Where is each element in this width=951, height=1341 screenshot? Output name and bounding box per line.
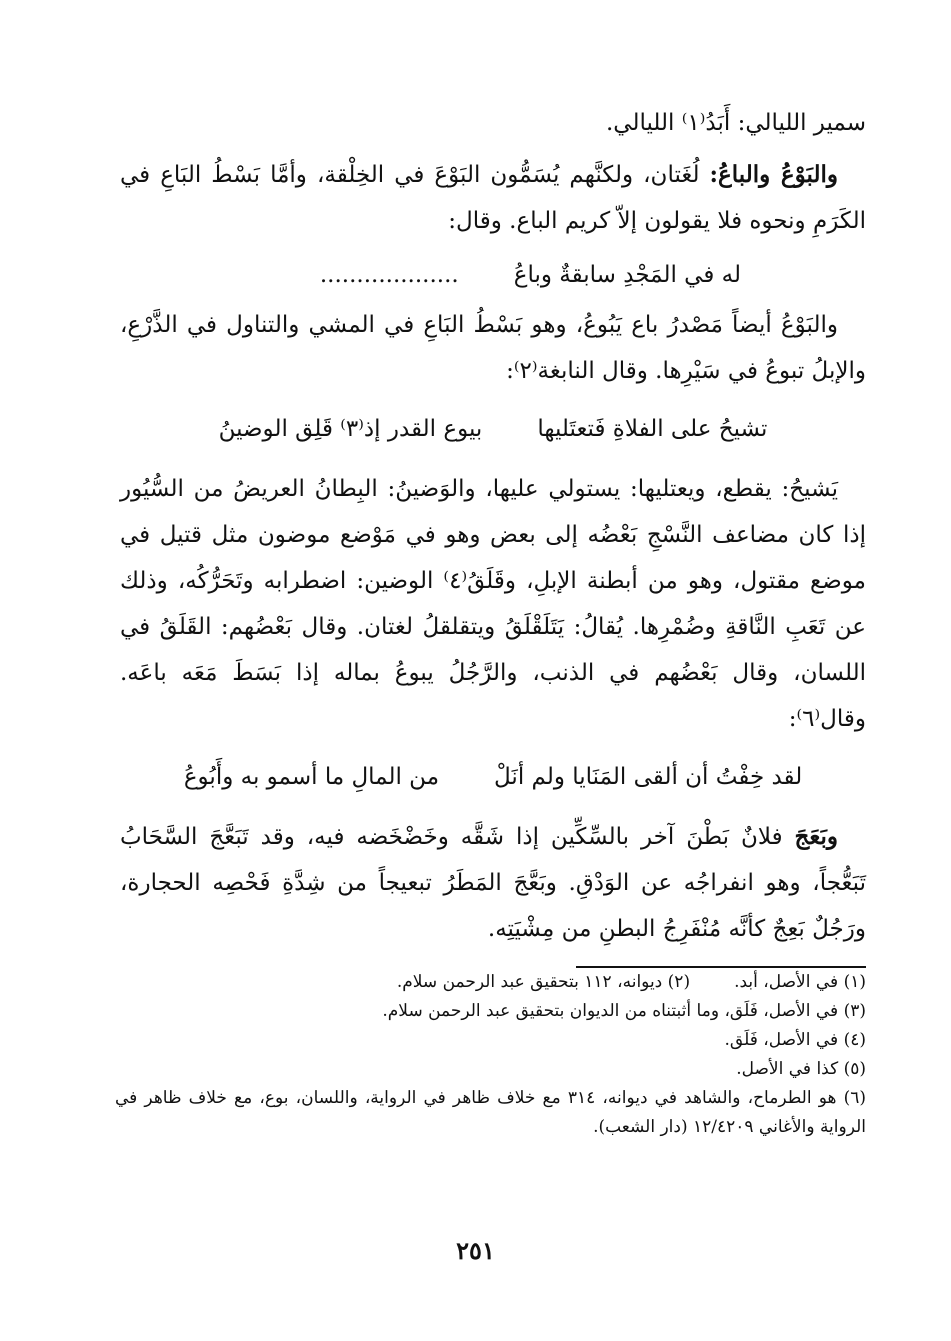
- verse-3: [120, 754, 866, 800]
- page-number: ٢٥١: [456, 1236, 495, 1265]
- footnote-row: [115, 968, 866, 997]
- verse-ellipsis: ...................: [319, 262, 459, 288]
- entry-headword: وبَعَجَ: [794, 823, 838, 850]
- paragraph-bawe: [120, 152, 866, 244]
- verse-hemistich-second: بيوع القدر إذ⁽٣⁾ قَلِق الوضينُ: [218, 416, 483, 442]
- verse-hemistich-first: لقد خِفْتُ أن ألقى المَنَايا ولم أنَلْ: [494, 764, 803, 790]
- verse-hemistich: له في المَجْدِ سابقةٌ وباعُ: [513, 262, 741, 288]
- verse-hemistich-first: تشيحُ على الفلاةِ فَتعتَليها: [537, 416, 768, 442]
- footnote-4: (٤) في الأصل، فَلَق.: [724, 1030, 866, 1050]
- footnotes: [115, 968, 866, 1142]
- paragraph-yashihu: يَشيحُ: يقطع، ويعتليها: يستولي عليها، والوَضينُ: البِطانُ العريضُ من السُّيُور إذا كان مضاعف النَّسْجِ بَعْضُه إلى بعض وهو في مَوْضع موضون مثل قتيل في موضع مقتول، وهو من أبطنة الإبلِ، وقَلَقُ⁽٤⁾ الوضين: اضطرابه وتَحَرُّكُه، وذلك عن تَعَبِ النَّاقةِ وضُمْرِها. يُقالُ: يَتَلَقْلَقُ ويتقلقلُ لغتان. وقال بَعْضُهم: القَلَقُ في اللسان، وقال بَعْضُهم في الذنب، والرَّجُلُ يبوعُ بماله إذا بَسَطَ مَعَه باعَه. وقال⁽٦⁾:: [120, 476, 866, 732]
- footnote-3: (٣) في الأصل، فَلَق، وما أثبتناه من الديوان بتحقيق عبد الرحمن سلام.: [382, 1001, 866, 1021]
- paragraph-baaja: [120, 814, 866, 952]
- verse-1: [120, 252, 866, 298]
- verse-2: [120, 406, 866, 452]
- verse-hemistich-second: من المالِ ما أسمو به وأَبُوعُ: [183, 764, 440, 790]
- paragraph-text: فلانٌ بَطْنَ آخر بالسِّكِّين إذا شَقَّه وخَضْخَضه فيه، وقد تَبَعَّجَ السَّحَابُ تَبَعُّجاً، وهو انفراجُه عن الوَدْقِ. وبَعَّجَ المَطَرُ تبعيجاً من شِدَّةِ فَحْصِه الحجارة، ورَجُلٌ بَعِجٌ كأنَّه مُنْفَرِجُ البطنِ من مِشْيَتِه.: [120, 824, 866, 942]
- footnote-2: (٢) ديوانه، ١١٢ بتحقيق عبد الرحمن سلام.: [396, 972, 691, 992]
- opening-line: سمير الليالي: أَبَدُ⁽١⁾ الليالي.: [605, 110, 866, 136]
- footnote-5: (٥) كذا في الأصل.: [736, 1059, 866, 1079]
- footnote-1: (١) في الأصل، أبد.: [734, 972, 866, 992]
- paragraph-text: لُغَتان، ولكنَّهم يُسَمُّون البَوْعَ في الخِلْقة، وأمَّا بَسْطُ البَاعِ في الكَرَمِ ونحوه فلا يقولون إلاّ كريم الباع. وقال:: [120, 162, 866, 234]
- main-text: [120, 100, 866, 952]
- entry-headword: والبَوْعُ والباعُ:: [709, 161, 838, 188]
- paragraph-bawe-masdar: والبَوْعُ أيضاً مَصْدرُ باع يَبُوعُ، وهو بَسْطُ البَاعِ في المشي والتناول في الذَّرْعِ، والإبلُ تبوعُ في سَيْرِها. وقال النابغة⁽٢⁾:: [120, 312, 866, 384]
- footnote-6: (٦) هو الطرماح، والشاهد في ديوانه، ٣١٤ مع خلاف ظاهر في الرواية، واللسان، بوع، مع خلاف ظاهر في الرواية والأغاني ١٢/٤٢٠٩ (دار الشعب).: [115, 1088, 867, 1137]
